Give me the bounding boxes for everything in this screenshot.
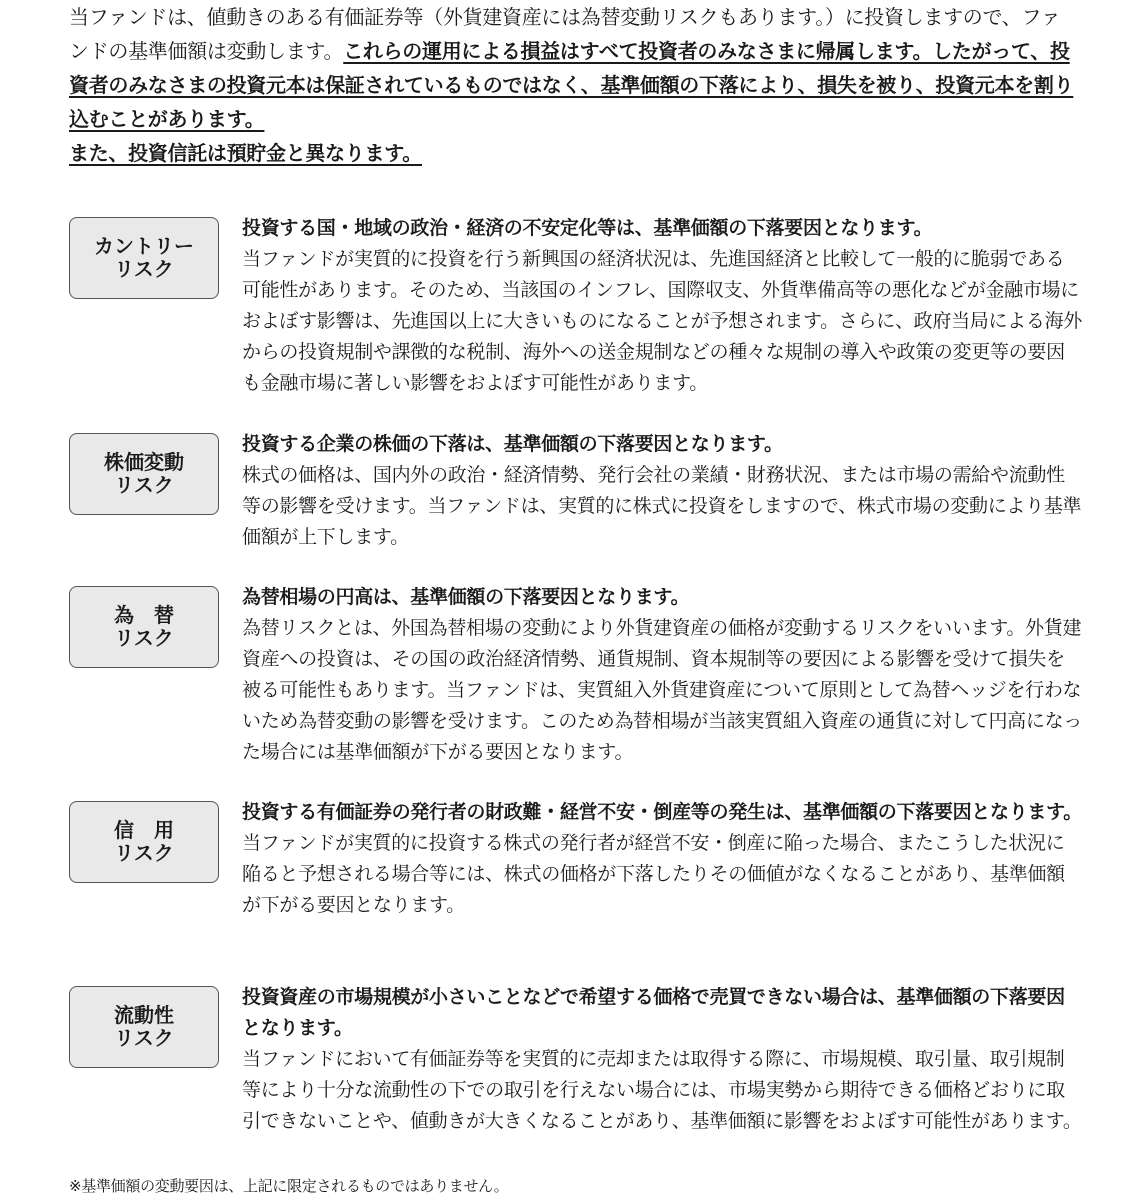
- risk-label-liquidity: [69, 986, 219, 1068]
- intro-plain-text: 当ファンドは、値動きのある有価証券等（外貨建資産には為替変動リスクもあります。）に投資しますので、ファンドの基準価額は変動します。: [69, 5, 1061, 63]
- intro-emphasis-text: これらの運用による損益はすべて投資者のみなさまに帰属します。したがって、投資者のみなさまの投資元本は保証されているものではなく、基準価額の下落により、損失を被り、投資元本を割り込むことがあります。: [69, 39, 1074, 131]
- risk-label-line2: リスク: [114, 257, 174, 281]
- intro-paragraph: [69, 0, 1079, 170]
- risk-label-currency: [69, 586, 219, 668]
- risk-label-stock-price: [69, 433, 219, 515]
- risk-label-line2: リスク: [114, 626, 174, 650]
- risk-body-country: [242, 213, 1082, 399]
- risk-heading: 投資する企業の株価の下落は、基準価額の下落要因となります。: [242, 433, 783, 455]
- risk-heading: 投資する国・地域の政治・経済の不安定化等は、基準価額の下落要因となります。: [242, 217, 933, 239]
- footnote: ※基準価額の変動要因は、上記に限定されるものではありません。: [69, 1177, 509, 1195]
- risk-heading: 為替相場の円高は、基準価額の下落要因となります。: [242, 586, 690, 608]
- risk-body-currency: [242, 582, 1082, 768]
- intro-deposit-note: また、投資信託は預貯金と異なります。: [69, 141, 422, 165]
- risk-label-line2: リスク: [114, 841, 174, 865]
- risk-heading: 投資する有価証券の発行者の財政難・経営不安・倒産等の発生は、基準価額の下落要因となります。: [242, 801, 1082, 823]
- risk-label-line1: 為 替: [114, 603, 174, 627]
- risk-label-line2: リスク: [114, 1026, 174, 1050]
- risk-label-line1: 信 用: [114, 818, 174, 842]
- risk-body-credit: [242, 797, 1082, 921]
- risk-description: 為替リスクとは、外国為替相場の変動により外貨建資産の価格が変動するリスクをいいます。外貨建資産への投資は、その国の政治経済情勢、通貨規制、資本規制等の要因による影響を受けて損失を被る可能性もあります。当ファンドは、実質組入外貨建資産について原則として為替ヘッジを行わないため為替変動の影響を受けます。このため為替相場が当該実質組入資産の通貨に対して円高になった場合には基準価額が下がる要因となります。: [242, 617, 1082, 763]
- risk-body-liquidity: [242, 982, 1082, 1137]
- risk-label-credit: [69, 801, 219, 883]
- risk-label-line1: カントリー: [94, 234, 194, 258]
- risk-description: 当ファンドにおいて有価証券等を実質的に売却または取得する際に、市場規模、取引量、取引規制等により十分な流動性の下での取引を行えない場合には、市場実勢から期待できる価格どおりに取引できないことや、値動きが大きくなることがあり、基準価額に影響をおよぼす可能性があります。: [242, 1048, 1082, 1132]
- risk-description: 株式の価格は、国内外の政治・経済情勢、発行会社の業績・財務状況、または市場の需給や流動性等の影響を受けます。当ファンドは、実質的に株式に投資をしますので、株式市場の変動により基準価額が上下します。: [242, 464, 1082, 548]
- risk-heading: 投資資産の市場規模が小さいことなどで希望する価格で売買できない場合は、基準価額の下落要因となります。: [242, 986, 1065, 1039]
- risk-label-line2: リスク: [114, 473, 174, 497]
- risk-body-stock-price: [242, 429, 1082, 553]
- risk-label-country: [69, 217, 219, 299]
- risk-label-line1: 株価変動: [104, 450, 184, 474]
- risk-description: 当ファンドが実質的に投資を行う新興国の経済状況は、先進国経済と比較して一般的に脆弱である可能性があります。そのため、当該国のインフレ、国際収支、外貨準備高等の悪化などが金融市場におよぼす影響は、先進国以上に大きいものになることが予想されます。さらに、政府当局による海外からの投資規制や課徴的な税制、海外への送金規制などの種々な規制の導入や政策の変更等の要因も金融市場に著しい影響をおよぼす可能性があります。: [242, 248, 1082, 394]
- risk-label-line1: 流動性: [114, 1003, 174, 1027]
- risk-description: 当ファンドが実質的に投資する株式の発行者が経営不安・倒産に陥った場合、またこうした状況に陥ると予想される場合等には、株式の価格が下落したりその価値がなくなることがあり、基準価額が下がる要因となります。: [242, 832, 1065, 916]
